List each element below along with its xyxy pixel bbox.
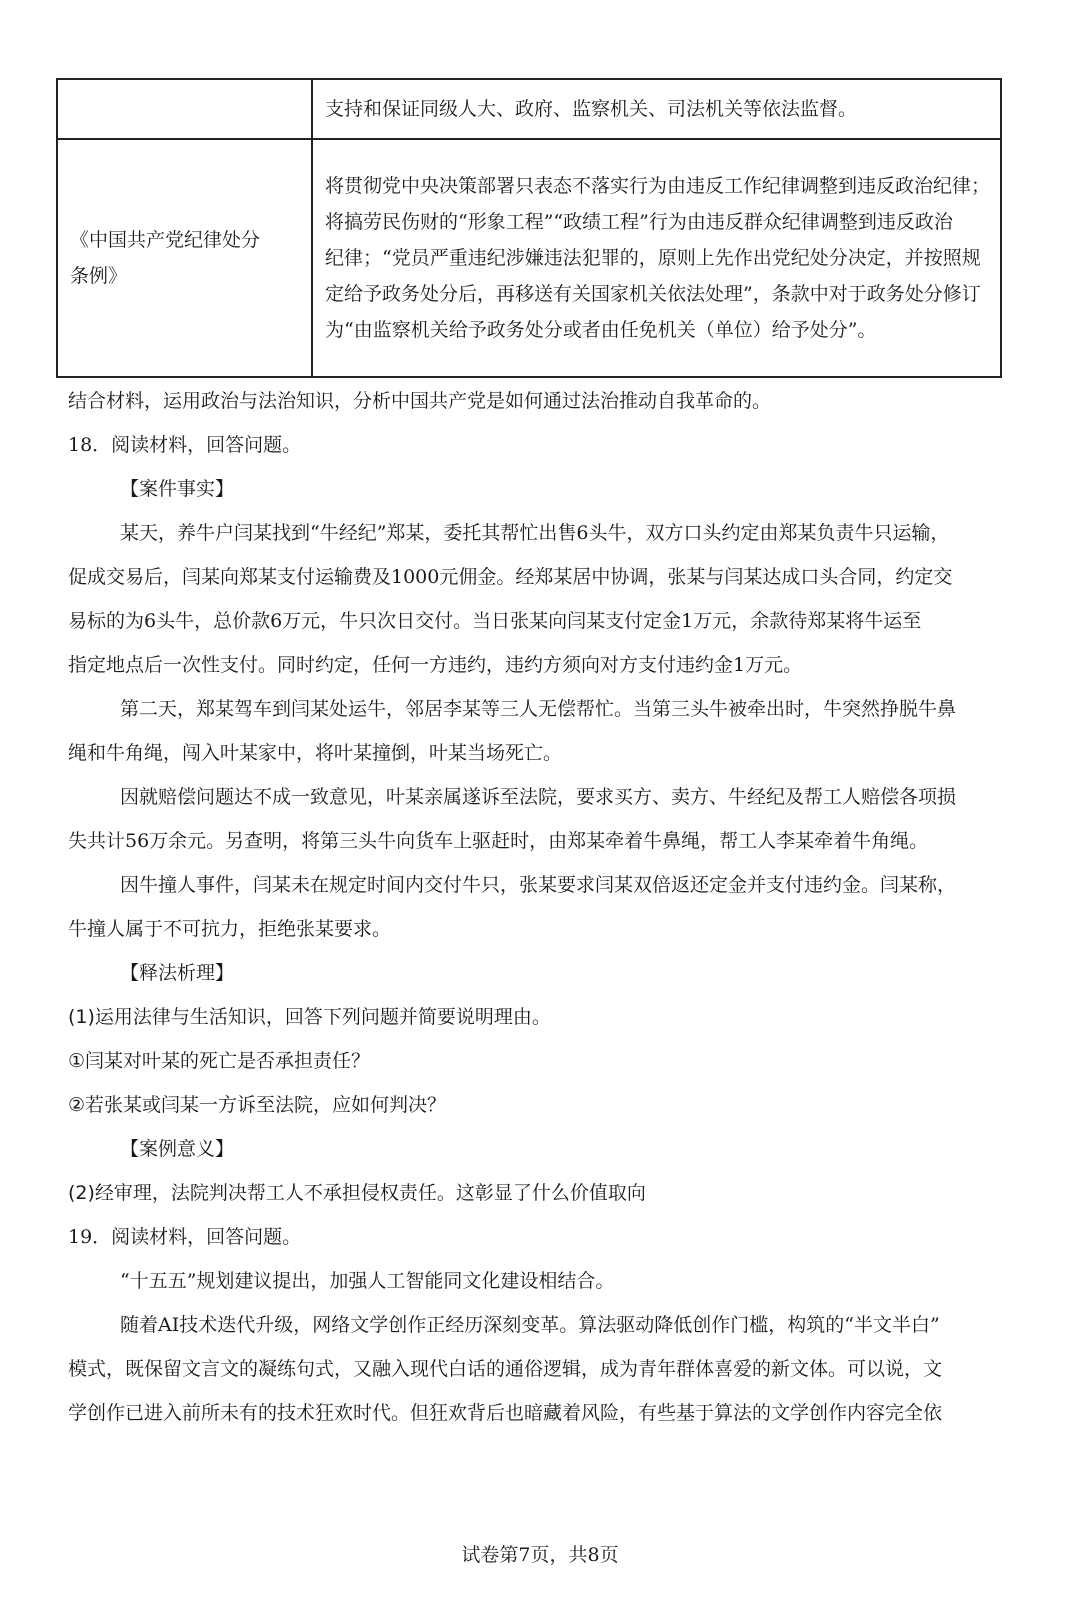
paragraph-line: 牛撞人属于不可抗力，拒绝张某要求。 — [68, 918, 392, 940]
paragraph-line: 促成交易后，闫某向郑某支付运输费及1000元佣金。经郑某居中协调，张某与闫某达成口头合同，约定交 — [68, 566, 953, 588]
sub-question-1: (1)运用法律与生活知识，回答下列问题并简要说明理由。 — [68, 1006, 551, 1028]
q18-title: 18．阅读材料，回答问题。 — [68, 434, 302, 456]
q19-title: 19．阅读材料，回答问题。 — [68, 1226, 302, 1248]
table-row — [57, 79, 1001, 139]
sub-question-2: (2)经审理，法院判决帮工人不承担侵权责任。这彰显了什么价值取向 — [68, 1182, 646, 1204]
paragraph-line: 因就赔偿问题达不成一致意见，叶某亲属遂诉至法院，要求买方、卖方、牛经纪及帮工人赔偿各项损 — [120, 786, 957, 808]
q17-prompt: 结合材料，运用政治与法治知识，分析中国共产党是如何通过法治推动自我革命的。 — [68, 390, 772, 412]
sub-question-1b: ②若张某或闫某一方诉至法院，应如何判决？ — [68, 1094, 447, 1116]
paragraph-line: 学创作已进入前所未有的技术狂欢时代。但狂欢背后也暗藏着风险，有些基于算法的文学创作内容完全依 — [68, 1402, 943, 1424]
paragraph-line: 失共计56万余元。另查明，将第三头牛向货车上驱赶时，由郑某牵着牛鼻绳，帮工人李某牵着牛角绳。 — [68, 830, 929, 852]
regulation-table — [56, 78, 1002, 378]
paragraph-line: 随着AI技术迭代升级，网络文学创作正经历深刻变革。算法驱动降低创作门槛，构筑的“半文半白” — [120, 1314, 940, 1336]
table-cell-title — [57, 139, 312, 377]
page-footer: 试卷第7页，共8页 — [461, 1544, 619, 1566]
paragraph-line: 某天，养牛户闫某找到“牛经纪”郑某，委托其帮忙出售6头牛，双方口头约定由郑某负责牛只运输， — [120, 522, 950, 544]
table-cell-content — [312, 139, 1001, 377]
paragraph-line: 模式，既保留文言文的凝练句式，又融入现代白话的通俗逻辑，成为青年群体喜爱的新文体。可以说，文 — [68, 1358, 943, 1380]
table-cell-line: 条例》 — [70, 265, 128, 287]
paragraph-line: 指定地点后一次性支付。同时约定，任何一方违约，违约方须向对方支付违约金1万元。 — [68, 654, 803, 676]
table-cell-line: 为“由监察机关给予政务处分或者由任免机关（单位）给予处分”。 — [324, 319, 877, 341]
table-cell-title — [57, 79, 312, 139]
paragraph-line: “十五五”规划建议提出，加强人工智能同文化建设相结合。 — [120, 1270, 615, 1292]
section-heading-meaning: 【案例意义】 — [120, 1138, 235, 1160]
paragraph-line: 第二天，郑某驾车到闫某处运牛，邻居李某等三人无偿帮忙。当第三头牛被牵出时，牛突然挣脱牛鼻 — [120, 698, 957, 720]
paragraph-line: 绳和牛角绳，闯入叶某家中，将叶某撞倒，叶某当场死亡。 — [68, 742, 563, 764]
paragraph-line: 因牛撞人事件，闫某未在规定时间内交付牛只，张某要求闫某双倍返还定金并支付违约金。闫某称， — [120, 874, 957, 896]
section-heading-facts: 【案件事实】 — [120, 478, 235, 500]
sub-question-1a: ①闫某对叶某的死亡是否承担责任？ — [68, 1050, 371, 1072]
table-row — [57, 139, 1001, 377]
table-cell-content: 支持和保证同级人大、政府、监察机关、司法机关等依法监督。 — [312, 79, 1001, 139]
paragraph-line: 易标的为6头牛，总价款6万元，牛只次日交付。当日张某向闫某支付定金1万元，余款待郑某将牛运至 — [68, 610, 922, 632]
table-cell-line: 《中国共产党纪律处分 — [70, 229, 261, 251]
section-heading-law: 【释法析理】 — [120, 962, 235, 984]
table-cell-line: 将贯彻党中央决策部署只表态不落实行为由违反工作纪律调整到违反政治纪律； — [324, 175, 990, 197]
table-cell-line: 定给予政务处分后，再移送有关国家机关依法处理”，条款中对于政务处分修订 — [324, 283, 981, 305]
table-cell-line: 将搞劳民伤财的“形象工程”“政绩工程”行为由违反群众纪律调整到违反政治 — [324, 211, 953, 233]
table-cell-line: 纪律；“党员严重违纪涉嫌违法犯罪的，原则上先作出党纪处分决定，并按照规 — [324, 247, 981, 269]
